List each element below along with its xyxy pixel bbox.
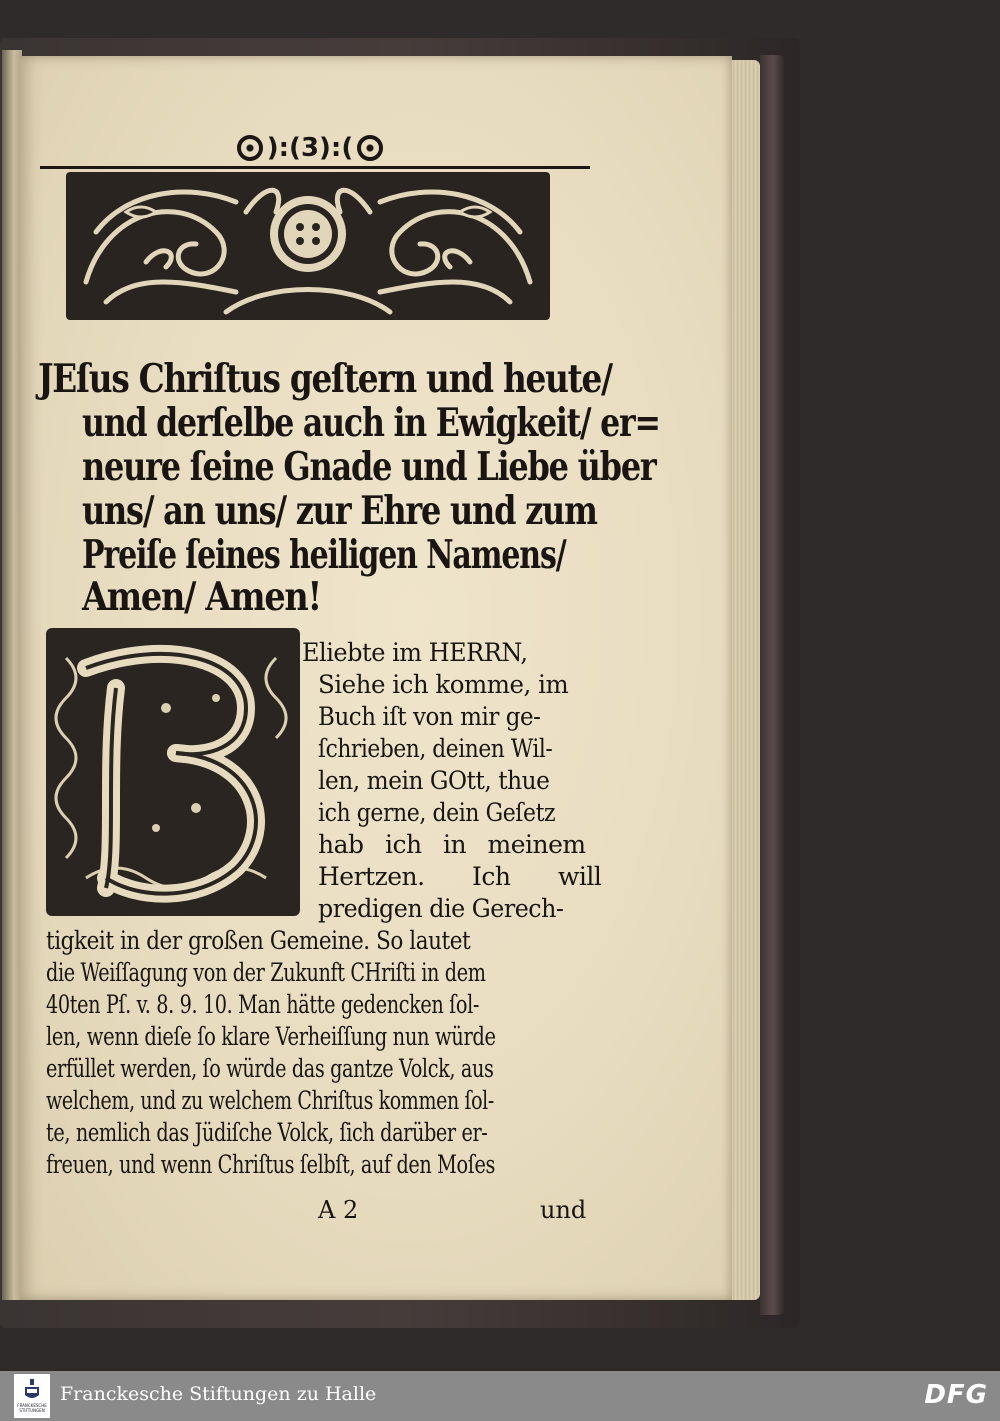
logo-text: FRANCKESCHE STIFTUNGEN: [17, 1403, 47, 1413]
text-line: te, nemlich das Jüdiſche Volck, ſich darüber er-: [46, 1118, 488, 1147]
signature-mark: A 2: [318, 1196, 359, 1224]
institution-name[interactable]: Franckesche Stiftungen zu Halle: [60, 1383, 377, 1405]
page-header: [190, 128, 430, 168]
heading-line: JEſus Chriſtus geſtern und heute/: [38, 356, 612, 402]
left-page-edge: [2, 50, 22, 1300]
text-line: ich gerne, dein Geſetz: [318, 798, 556, 827]
catchword: und: [540, 1196, 587, 1224]
text-line: predigen die Gerech-: [318, 894, 564, 923]
text-line: Hertzen. Ich will: [318, 862, 602, 891]
text-line: hab ich in meinem: [318, 830, 586, 859]
text-line: Siehe ich komme, im: [318, 670, 569, 699]
text-line: freuen, und wenn Chriſtus ſelbſt, auf den Moſes: [46, 1150, 495, 1179]
text-line: len, mein GOtt, thue: [318, 766, 550, 795]
heading-line: Amen/ Amen!: [82, 574, 321, 620]
text-line: die Weiſſagung von der Zukunft CHriſti in dem: [46, 958, 486, 987]
text-line: Eliebte im HERRN,: [302, 638, 528, 667]
text-line: erfüllet werden, ſo würde das gantze Volck, aus: [46, 1054, 494, 1083]
dfg-logo[interactable]: DFG: [924, 1380, 988, 1410]
heading-line: neure ſeine Gnade und Liebe über: [82, 444, 656, 490]
crest-icon: [22, 1377, 42, 1403]
heading-line: Preiſe ſeines heiligen Namens/: [82, 532, 566, 578]
text-line: tigkeit in der großen Gemeine. So lautet: [46, 926, 471, 955]
rosette-ornament-icon: [357, 135, 383, 161]
header-rule: [40, 166, 590, 169]
woodcut-headpiece: [66, 172, 550, 320]
text-line: welchem, und zu welchem Chriſtus kommen ſol-: [46, 1086, 494, 1115]
footer-bar: [0, 1371, 1000, 1421]
heading-line: und derſelbe auch in Ewigkeit/ er=: [82, 400, 660, 446]
page-stack-edge: [728, 60, 760, 1300]
decorated-initial: [46, 628, 300, 916]
book-spine-edge: [760, 55, 786, 1315]
rosette-ornament-icon: [237, 135, 263, 161]
page-number: ):(3):(: [266, 133, 354, 163]
text-line: len, wenn dieſe ſo klare Verheiſſung nun würde: [46, 1022, 496, 1051]
text-line: Buch iſt von mir ge-: [318, 702, 541, 731]
institution-logo[interactable]: [14, 1374, 50, 1418]
text-line: ſchrieben, deinen Wil-: [318, 734, 553, 763]
heading-line: uns/ an uns/ zur Ehre und zum: [82, 488, 597, 534]
text-line: 40ten Pſ. v. 8. 9. 10. Man hätte gedencken ſol-: [46, 990, 480, 1019]
